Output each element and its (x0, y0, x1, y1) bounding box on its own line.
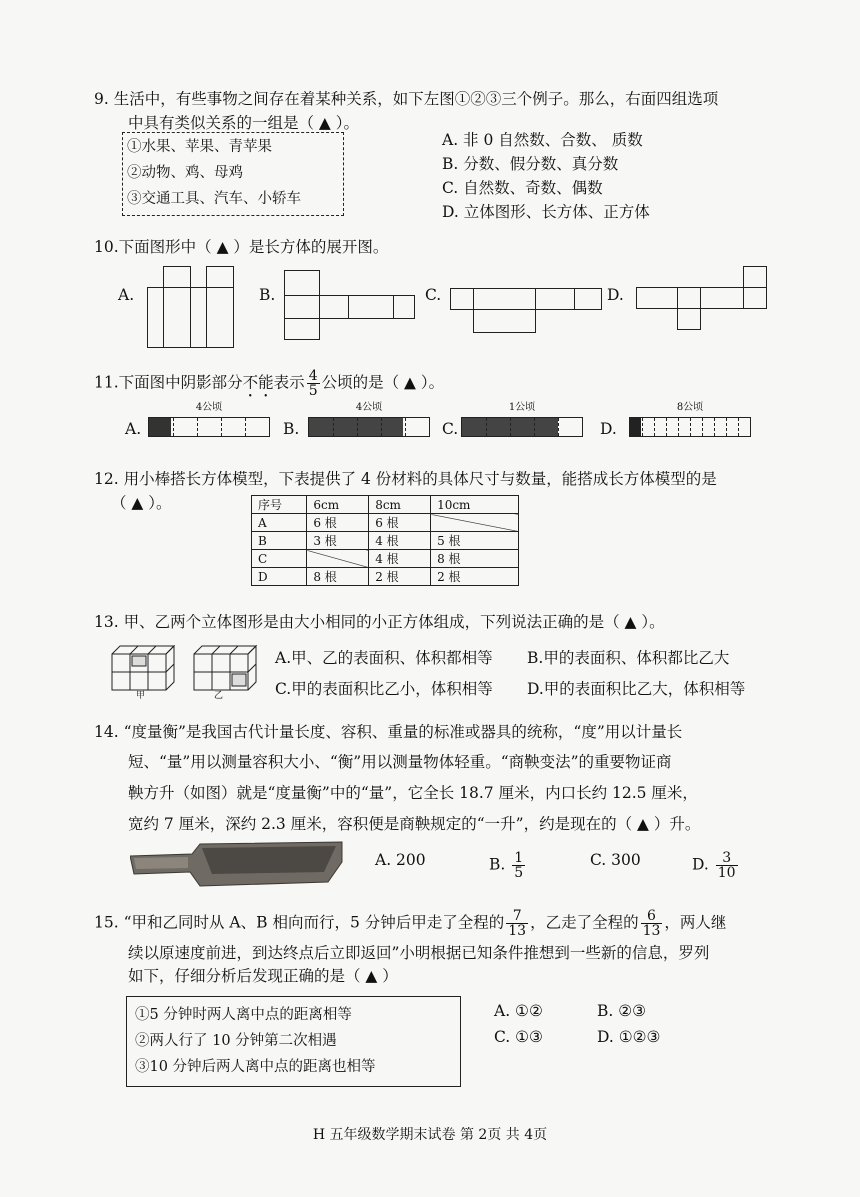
q14-option-d-fraction (716, 851, 738, 880)
q9-example-2: ②动物、鸡、母鸡 (127, 165, 243, 181)
q9-option-b: B. 分数、假分数、真分数 (442, 155, 619, 173)
table-cell: 4 根 (369, 550, 431, 568)
q15-line2: 续以原速度前进，到达终点后立即返回”小明根据已知条件推想到一些新的信息，罗列 (128, 944, 710, 962)
q9-stem-line1: 9. 生活中，有些事物之间存在着某种关系，如下左图①②③三个例子。那么，右面四组选项 (94, 90, 719, 108)
table-header-cell: 10cm (431, 496, 519, 514)
q11-stem-emphasis: 不能 (242, 373, 274, 392)
table-cell: 5 根 (431, 532, 519, 550)
q11-fraction (307, 369, 320, 398)
q10-label-d: D. (607, 286, 624, 304)
q11-label-b: B. (283, 420, 300, 438)
q14-line3: 鞅方升（如图）就是“度量衡”中的“量”，它全长 18.7 厘米，内口长约 12.5 厘米， (128, 784, 698, 802)
q11-stem-d: 公顷的是（ ▲ ）。 (321, 373, 445, 392)
table-row (252, 550, 519, 568)
q14-line1: 14. “度量衡”是我国古代计量长度、容积、重量的标准或器具的统称，“度”用以计量长 (94, 723, 683, 741)
table-cell-empty (307, 550, 369, 568)
q14-option-d-numerator: 3 (716, 851, 738, 866)
q14-line4: 宽约 7 厘米，深约 2.3 厘米，容积便是商鞅规定的“一升”，约是现在的（ ▲ ）升。 (128, 815, 701, 833)
q15-fraction-jia (506, 909, 528, 938)
q15-option-d: D. ①②③ (597, 1028, 661, 1046)
q11-bar-a (148, 417, 270, 437)
q9-examples-box (122, 132, 344, 216)
q14-option-d (692, 851, 740, 880)
table-cell: C (252, 550, 307, 568)
q9-stem-line2: 中具有类似关系的一组是（ ▲ ）。 (128, 114, 360, 132)
q15-frac2-denominator: 13 (642, 923, 661, 939)
q15-line1 (94, 909, 726, 938)
q12-stem-line1: 12. 用小棒搭长方体模型，下表提供了 4 份材料的具体尺寸与数量，能搭成长方体模型的是 (94, 470, 717, 488)
q13-label-jia: 甲 (136, 691, 146, 701)
q10-label-c: C. (425, 286, 442, 304)
table-cell: D (252, 568, 307, 586)
q10-label-b: B. (259, 286, 276, 304)
q10-label-a: A. (118, 286, 135, 304)
table-row (252, 568, 519, 586)
q13-stem: 13. 甲、乙两个立体图形是由大小相同的小正方体组成，下列说法正确的是（ ▲ ）。 (94, 613, 665, 631)
q15-statement-1: ①5 分钟时两人离中点的距离相等 (135, 1007, 352, 1023)
q11-label-c: C. (442, 420, 459, 438)
q15-frac2-numerator: 6 (641, 909, 663, 924)
q15-option-a: A. ①② (494, 1002, 543, 1020)
table-cell: 8 根 (307, 568, 369, 586)
q14-option-c: C. 300 (590, 851, 641, 869)
q12-stem-line2: （ ▲ ）。 (111, 494, 172, 512)
q15-option-c: C. ①③ (494, 1028, 543, 1046)
table-cell: A (252, 514, 307, 532)
q14-option-b (489, 851, 527, 880)
q10-stem: 10.下面图形中（ ▲ ）是长方体的展开图。 (94, 238, 389, 256)
q9-example-1: ①水果、苹果、青苹果 (127, 139, 272, 155)
q15-frac1-numerator: 7 (506, 909, 528, 924)
q11-stem-a: 11.下面图中阴影部分 (94, 373, 243, 392)
table-cell: 2 根 (369, 568, 431, 586)
q11-bar-b (308, 417, 430, 437)
q15-frac1-denominator: 13 (508, 923, 527, 939)
q11-bar-d (629, 417, 751, 437)
table-row (252, 514, 519, 532)
q14-option-b-fraction (512, 851, 525, 880)
q11-label-d: D. (600, 420, 617, 438)
q15-fraction-yi (641, 909, 663, 938)
q15-line1-c: ，两人继 (664, 913, 727, 932)
table-cell: 8 根 (431, 550, 519, 568)
q11-stem (94, 369, 444, 401)
q15-line1-a: 15. “甲和乙同时从 A、B 相向而行，5 分钟后甲走了全程的 (94, 913, 505, 932)
q11-frac-numerator: 4 (308, 368, 318, 384)
q11-bar-b-title: 4公顷 (355, 402, 383, 413)
table-header-row (252, 496, 519, 514)
q14-option-b-label: B. (489, 855, 506, 874)
q13-figure-yi (194, 646, 256, 690)
table-cell: 3 根 (307, 532, 369, 550)
q13-option-d: D.甲的表面积比乙大，体积相等 (527, 680, 746, 698)
q15-statement-3: ③10 分钟后两人离中点的距离也相等 (135, 1059, 376, 1075)
q15-statement-2: ②两人行了 10 分钟第二次相遇 (135, 1033, 337, 1049)
q13-option-b: B.甲的表面积、体积都比乙大 (527, 649, 730, 667)
table-header-cell: 8cm (369, 496, 431, 514)
q12-material-table (251, 495, 519, 586)
q9-option-c: C. 自然数、奇数、偶数 (442, 179, 603, 197)
q15-line1-b: ，乙走了全程的 (530, 913, 639, 932)
shang-yang-fang-sheng-image (130, 836, 346, 894)
q13-cube-figures (108, 640, 268, 702)
q13-label-yi: 乙 (214, 691, 224, 701)
q14-option-d-label: D. (692, 855, 709, 874)
q9-option-a: A. 非 0 自然数、合数、 质数 (442, 131, 643, 149)
q11-frac-denominator: 5 (308, 383, 318, 399)
q13-figure-jia (112, 646, 174, 690)
q14-option-b-numerator: 1 (514, 850, 524, 866)
q11-label-a: A. (125, 420, 142, 438)
table-cell: 6 根 (369, 514, 431, 532)
q13-option-a: A.甲、乙的表面积、体积都相等 (275, 649, 493, 667)
q9-option-d: D. 立体图形、长方体、正方体 (442, 203, 650, 221)
page-footer: H 五年级数学期末试卷 第 2页 共 4页 (312, 1127, 548, 1143)
q14-line2: 短、“量”用以测量容积大小、“衡”用以测量物体轻重。“商鞅变法”的重要物证商 (128, 753, 672, 771)
q11-stem-c: 表示 (273, 373, 305, 392)
table-cell: 6 根 (307, 514, 369, 532)
q15-statements-box (126, 996, 461, 1087)
q15-line3: 如下，仔细分析后发现正确的是（ ▲ ） (128, 967, 398, 985)
table-row (252, 532, 519, 550)
q14-option-d-denominator: 10 (717, 865, 736, 881)
q11-bar-d-title: 8公顷 (676, 402, 704, 413)
table-cell-empty (431, 514, 519, 532)
q9-example-3: ③交通工具、汽车、小轿车 (127, 191, 301, 207)
table-cell: 2 根 (431, 568, 519, 586)
q15-option-b: B. ②③ (597, 1002, 647, 1020)
table-cell: B (252, 532, 307, 550)
q13-option-c: C.甲的表面积比乙小，体积相等 (275, 680, 493, 698)
q14-option-b-denominator: 5 (514, 865, 524, 881)
table-header-cell: 序号 (252, 496, 307, 514)
q11-bar-c-title: 1公顷 (508, 402, 536, 413)
q11-bar-c (461, 417, 583, 437)
q11-bar-a-title: 4公顷 (195, 402, 223, 413)
table-cell: 4 根 (369, 532, 431, 550)
q14-option-a: A. 200 (375, 851, 426, 869)
table-header-cell: 6cm (307, 496, 369, 514)
